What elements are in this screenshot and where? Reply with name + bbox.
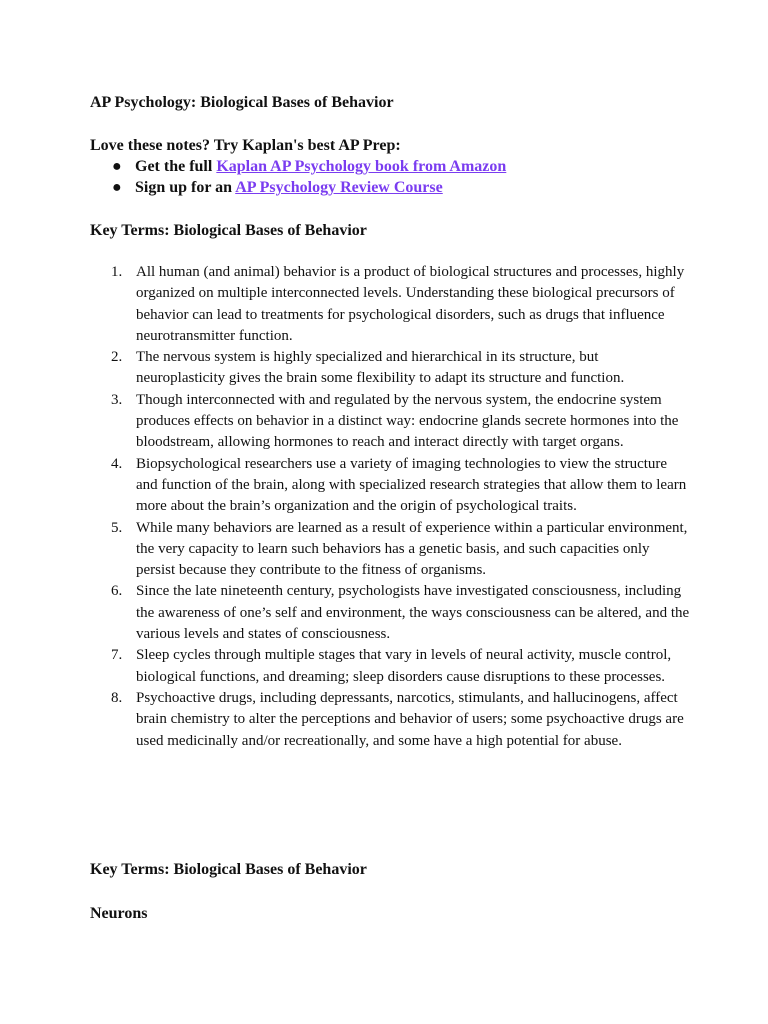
list-item-number: 2. <box>111 349 123 366</box>
key-terms-list <box>90 262 690 752</box>
neurons-heading: Neurons <box>90 905 148 922</box>
list-item-number: 1. <box>111 264 123 280</box>
list-item <box>90 518 690 582</box>
list-item-text: Since the late nineteenth century, psychologists have investigated consciousness, including the awareness of one’s self and environment, the ways consciousness can be altered, and the various levels and states of consciousness. <box>136 583 690 643</box>
promo-list <box>90 156 506 198</box>
bullet-icon: ● <box>112 179 122 196</box>
list-item-number: 6. <box>111 583 123 600</box>
list-item-number: 7. <box>111 647 123 664</box>
key-terms-heading: Key Terms: Biological Bases of Behavior <box>90 222 367 239</box>
list-item-number: 5. <box>111 519 123 536</box>
list-item <box>90 645 690 688</box>
list-item-number: 4. <box>111 455 123 472</box>
kaplan-book-link[interactable]: Kaplan AP Psychology book from Amazon <box>216 158 507 175</box>
promo-item-course <box>90 177 506 198</box>
promo-item-book <box>90 156 506 177</box>
list-item-text: Psychoactive drugs, including depressants, narcotics, stimulants, and hallucinogens, affect brain chemistry to alter the perceptions and behavior of users; some psychoactive drugs are used medicinally and/or recreationally, and some have a high potential for abuse. <box>136 689 684 749</box>
list-item <box>90 347 690 390</box>
list-item-number: 3. <box>111 391 123 408</box>
bullet-icon: ● <box>112 158 122 175</box>
list-item-text: Sleep cycles through multiple stages that vary in levels of neural activity, muscle control, biological functions, and dreaming; sleep disorders cause disruptions to these processes. <box>136 647 672 685</box>
list-item-number: 8. <box>111 689 123 706</box>
list-item <box>90 390 690 454</box>
promo-item-prefix: Sign up for an <box>135 179 236 196</box>
list-item <box>90 454 690 518</box>
list-item <box>90 688 690 752</box>
list-item-text: The nervous system is highly specialized and hierarchical in its structure, but neuroplasticity gives the brain some flexibility to adapt its structure and function. <box>136 349 625 387</box>
review-course-link[interactable]: AP Psychology Review Course <box>235 179 443 196</box>
key-terms-heading-repeat: Key Terms: Biological Bases of Behavior <box>90 861 367 878</box>
document-title: AP Psychology: Biological Bases of Behavior <box>90 94 394 111</box>
list-item-text: While many behaviors are learned as a result of experience within a particular environment, the very capacity to learn such behaviors has a genetic basis, and such capacities only persist because they contribute to the fitness of organisms. <box>136 519 688 579</box>
promo-heading: Love these notes? Try Kaplan's best AP Prep: <box>90 137 401 154</box>
list-item-text: Though interconnected with and regulated by the nervous system, the endocrine system produces effects on behavior in a distinct way: endocrine glands secrete hormones into the bloodstream, allowing hormones to reach and interact directly with target organs. <box>136 391 679 451</box>
list-item-text: All human (and animal) behavior is a product of biological structures and processes, highly organized on multiple interconnected levels. Understanding these biological precursors of behavior can lead to treatments for psychological disorders, such as drugs that influence neurotransmitter function. <box>136 264 685 344</box>
list-item <box>90 581 690 645</box>
promo-item-prefix: Get the full <box>135 158 217 175</box>
list-item-text: Biopsychological researchers use a variety of imaging technologies to view the structure and function of the brain, along with specialized research strategies that allow them to learn more about the brain’s organization and the origin of psychological traits. <box>136 455 687 515</box>
list-item <box>90 262 690 347</box>
